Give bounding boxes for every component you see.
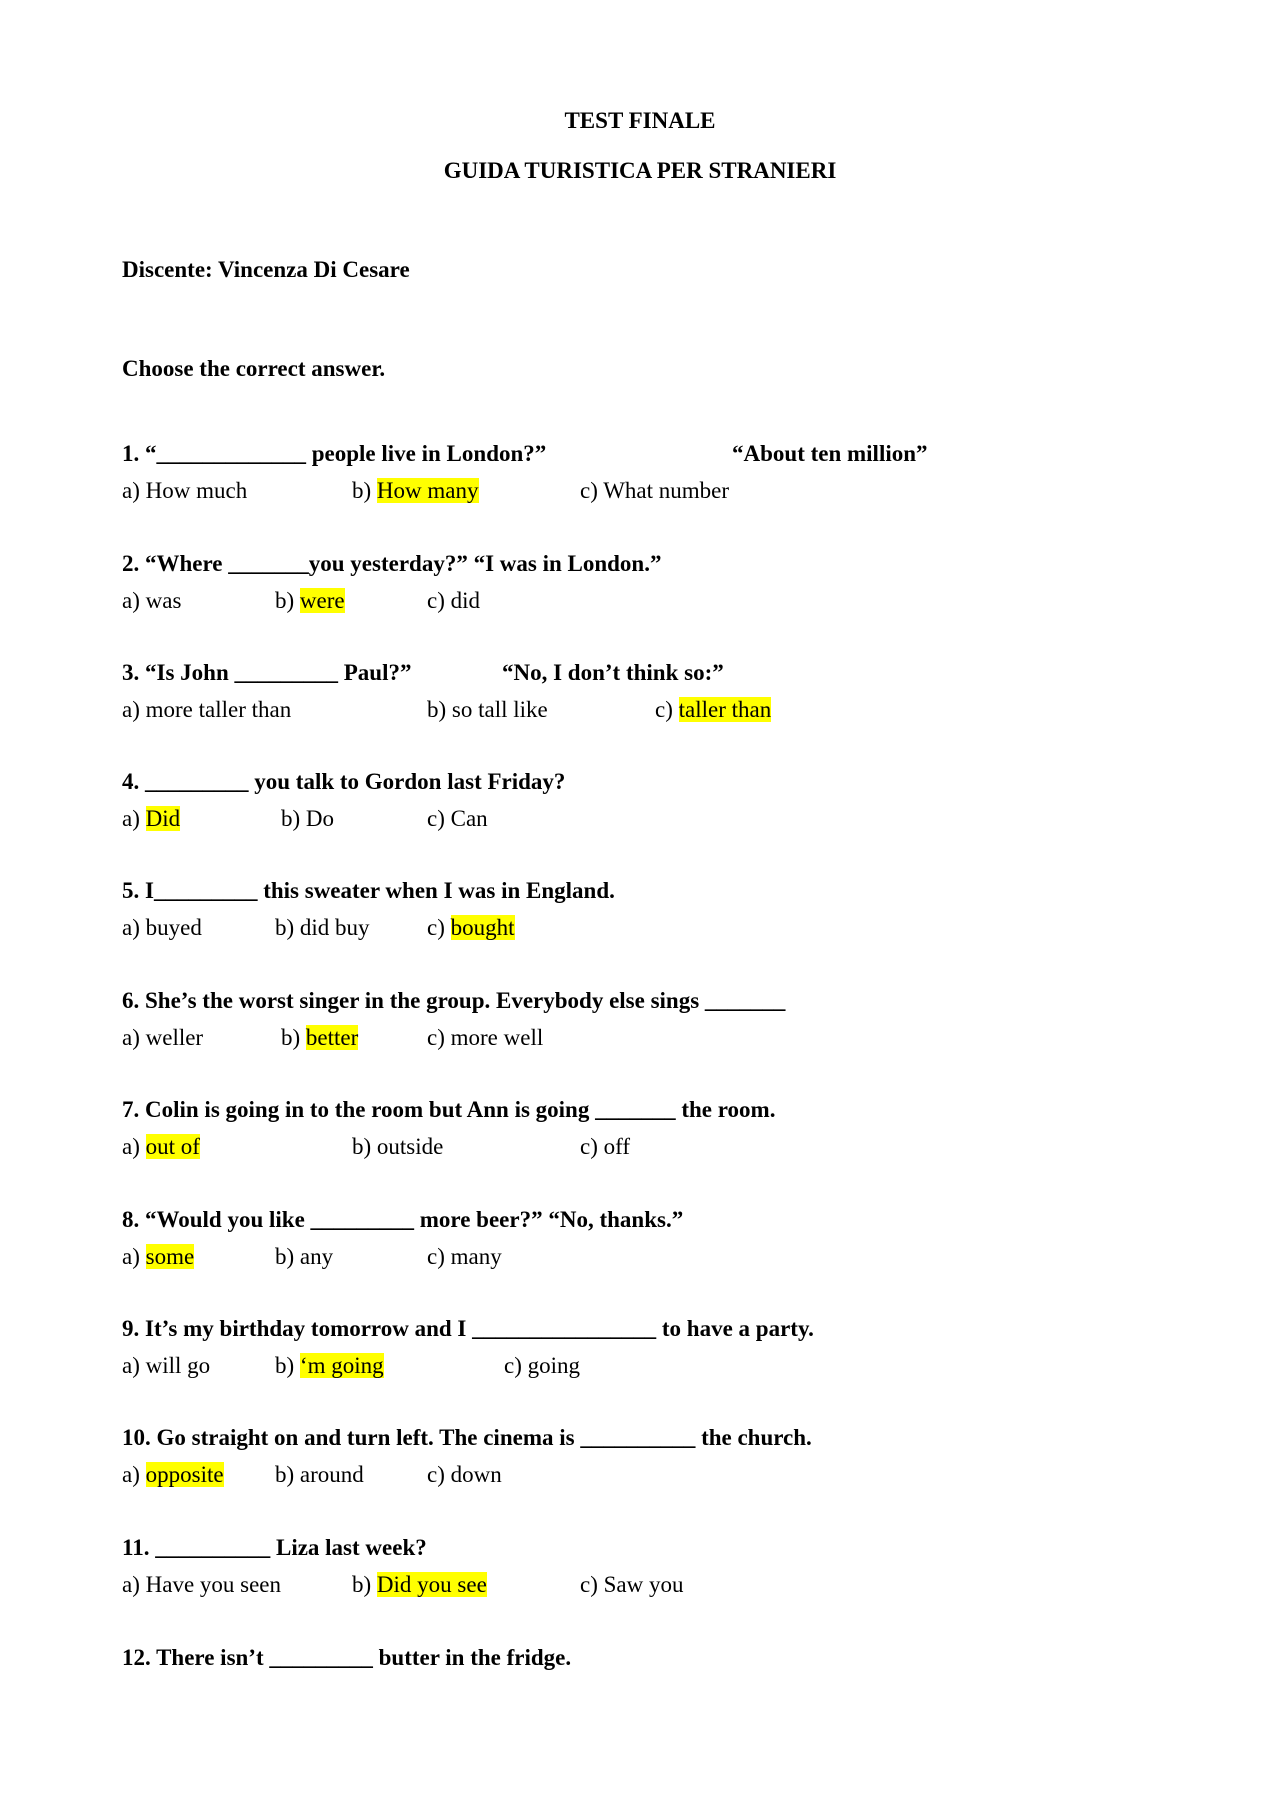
question-5 — [122, 878, 1222, 948]
option-c[interactable]: c) many — [427, 1244, 502, 1269]
question-stem: 7. Colin is going in to the room but Ann is going _______ the room. — [122, 1097, 776, 1122]
question-3 — [122, 660, 1222, 730]
highlighted-answer: opposite — [145, 1462, 224, 1487]
answer-options — [122, 1572, 1222, 1602]
highlighted-answer: bought — [450, 915, 515, 940]
question-1 — [122, 441, 1222, 511]
question-7 — [122, 1097, 1222, 1167]
question-4 — [122, 769, 1222, 839]
option-a[interactable]: a) some — [122, 1244, 195, 1269]
option-a[interactable]: a) more taller than — [122, 697, 292, 722]
option-a[interactable]: a) buyed — [122, 915, 202, 940]
highlighted-answer: out of — [145, 1134, 200, 1159]
option-b[interactable]: b) better — [281, 1025, 359, 1050]
question-12 — [122, 1645, 1222, 1715]
option-b[interactable]: b) did buy — [275, 915, 370, 940]
option-a[interactable]: a) Have you seen — [122, 1572, 282, 1597]
option-b[interactable]: b) How many — [352, 478, 479, 503]
question-stem: 2. “Where _______you yesterday?” “I was in London.” — [122, 551, 662, 576]
option-c[interactable]: c) did — [427, 588, 481, 613]
answer-options — [122, 1134, 1222, 1164]
question-6 — [122, 988, 1222, 1058]
question-11 — [122, 1535, 1222, 1605]
option-a[interactable]: a) weller — [122, 1025, 204, 1050]
question-10 — [122, 1425, 1222, 1495]
option-a[interactable]: a) was — [122, 588, 182, 613]
answer-options — [122, 1462, 1222, 1492]
option-c[interactable]: c) off — [580, 1134, 631, 1159]
question-stem: 11. __________ Liza last week? — [122, 1535, 427, 1560]
option-c[interactable]: c) Can — [427, 806, 488, 831]
answer-options — [122, 478, 1222, 508]
option-c[interactable]: c) taller than — [655, 697, 772, 722]
instruction-text: Choose the correct answer. — [122, 356, 386, 381]
option-b[interactable]: b) outside — [352, 1134, 444, 1159]
option-b[interactable]: b) around — [275, 1462, 364, 1487]
highlighted-answer: were — [299, 588, 345, 613]
answer-options — [122, 1353, 1222, 1383]
answer-options — [122, 1025, 1222, 1055]
option-b[interactable]: b) Do — [281, 806, 335, 831]
option-c[interactable]: c) What number — [580, 478, 730, 503]
option-b[interactable]: b) Did you see — [352, 1572, 487, 1597]
option-c[interactable]: c) down — [427, 1462, 502, 1487]
option-a[interactable]: a) How much — [122, 478, 248, 503]
highlighted-answer: better — [305, 1025, 359, 1050]
question-stem: 1. “_____________ people live in London?” — [122, 441, 547, 466]
question-9 — [122, 1316, 1222, 1386]
option-a[interactable]: a) will go — [122, 1353, 211, 1378]
question-stem: 5. I_________ this sweater when I was in England. — [122, 878, 615, 903]
option-c[interactable]: c) bought — [427, 915, 515, 940]
highlighted-answer: ‘m going — [299, 1353, 384, 1378]
highlighted-answer: some — [145, 1244, 195, 1269]
option-b[interactable]: b) any — [275, 1244, 334, 1269]
answer-options — [122, 915, 1222, 945]
student-name: Discente: Vincenza Di Cesare — [122, 257, 410, 282]
question-stem: 9. It’s my birthday tomorrow and I ________________ to have a party. — [122, 1316, 814, 1341]
question-stem: 8. “Would you like _________ more beer?” “No, thanks.” — [122, 1207, 684, 1232]
question-stem: 6. She’s the worst singer in the group. Everybody else sings _______ — [122, 988, 786, 1013]
option-b[interactable]: b) ‘m going — [275, 1353, 384, 1378]
document-title: TEST FINALE — [564, 108, 716, 133]
question-stem: 3. “Is John _________ Paul?” — [122, 660, 412, 685]
highlighted-answer: taller than — [678, 697, 772, 722]
option-a[interactable]: a) Did — [122, 806, 181, 831]
question-8 — [122, 1207, 1222, 1277]
option-c[interactable]: c) going — [504, 1353, 581, 1378]
answer-options — [122, 1244, 1222, 1274]
question-extra: “No, I don’t think so:” — [502, 660, 724, 685]
question-2 — [122, 551, 1222, 621]
question-extra: “About ten million” — [732, 441, 928, 466]
option-c[interactable]: c) Saw you — [580, 1572, 684, 1597]
option-a[interactable]: a) out of — [122, 1134, 200, 1159]
option-c[interactable]: c) more well — [427, 1025, 544, 1050]
highlighted-answer: Did — [145, 806, 181, 831]
highlighted-answer: Did you see — [376, 1572, 487, 1597]
question-stem: 10. Go straight on and turn left. The cinema is __________ the church. — [122, 1425, 812, 1450]
answer-options — [122, 588, 1222, 618]
question-stem: 4. _________ you talk to Gordon last Friday? — [122, 769, 566, 794]
answer-options — [122, 806, 1222, 836]
highlighted-answer: How many — [376, 478, 479, 503]
option-a[interactable]: a) opposite — [122, 1462, 224, 1487]
option-b[interactable]: b) were — [275, 588, 345, 613]
option-b[interactable]: b) so tall like — [427, 697, 548, 722]
question-stem: 12. There isn’t _________ butter in the fridge. — [122, 1645, 572, 1670]
document-subtitle: GUIDA TURISTICA PER STRANIERI — [443, 158, 837, 183]
answer-options — [122, 697, 1222, 727]
